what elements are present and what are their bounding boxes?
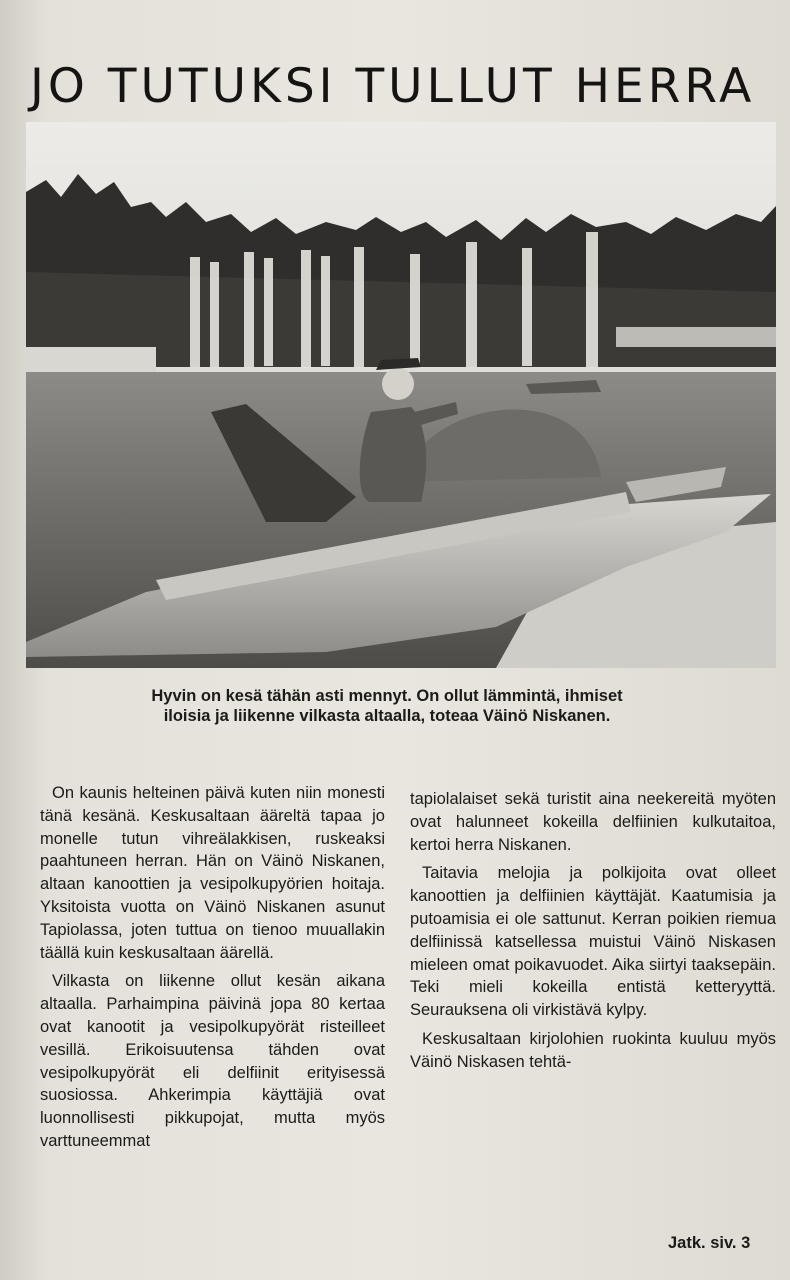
paragraph: Taitavia melojia ja polkijoita ovat olleet kanoottien ja delfiinien käyttäjät. Kaatumisia ja putoamisia ei ole sattunut. Kerran poikien riemua delfiinissä katsellessa muistui Väinö Niskasen mieleen omat poikavuodet. Aika siirtyi taaksepäin. Teki mieli kokeilla entistä ketteryyttä. Seurauksena oli virkistävä kylpy. bbox=[410, 864, 776, 1020]
paragraph: Vilkasta on liikenne ollut kesän aikana altaalla. Parhaimpina päivinä jopa 80 kertaa ovat kanootit ja vesipolkupyörät risteilleet vesillä. Erikoisuutensa tähden ovat vesipolkupyörät eli delfiinit erityisessä suosiossa. Ahkerimpia käyttäjiä ovat luonnollisesti pikkupojat, mutta myös varttuneemmat bbox=[40, 972, 385, 1150]
paragraph: On kaunis helteinen päivä kuten niin monesti tänä kesänä. Keskusaltaan ääreltä tapaa jo monelle tutun vihreälakkisen, ruskeaksi paahtuneen herran. Hän on Väinö Niskanen, altaan kanoottien ja vesipolkupyörien hoitaja. Yksitoista vuotta on Väinö Niskanen asunut Tapiolassa, joten tuttua on tienoo muuallakin täällä kuin keskusaltaan äärellä. bbox=[40, 784, 385, 962]
photo-caption bbox=[62, 686, 712, 726]
caption-line: Hyvin on kesä tähän asti mennyt. On ollut lämmintä, ihmiset bbox=[151, 687, 623, 705]
caption-line: iloisia ja liikenne vilkasta altaalla, toteaa Väinö Niskanen. bbox=[163, 707, 611, 725]
article-column-right bbox=[410, 788, 776, 1080]
paragraph: Keskusaltaan kirjolohien ruokinta kuuluu myös Väinö Niskasen tehtä- bbox=[410, 1029, 776, 1071]
continued-on-page-note: Jatk. siv. 3 bbox=[668, 1234, 751, 1252]
paragraph: tapiolalaiset sekä turistit aina neekereitä myöten ovat halunneet kokeilla delfiinien kulkutaitoa, kertoi herra Niskanen. bbox=[410, 790, 776, 854]
article-column-left bbox=[40, 782, 385, 1159]
photo-man-on-pedal-boat bbox=[26, 122, 776, 668]
headline: JO TUTUKSI TULLUT HERRA bbox=[30, 59, 756, 115]
